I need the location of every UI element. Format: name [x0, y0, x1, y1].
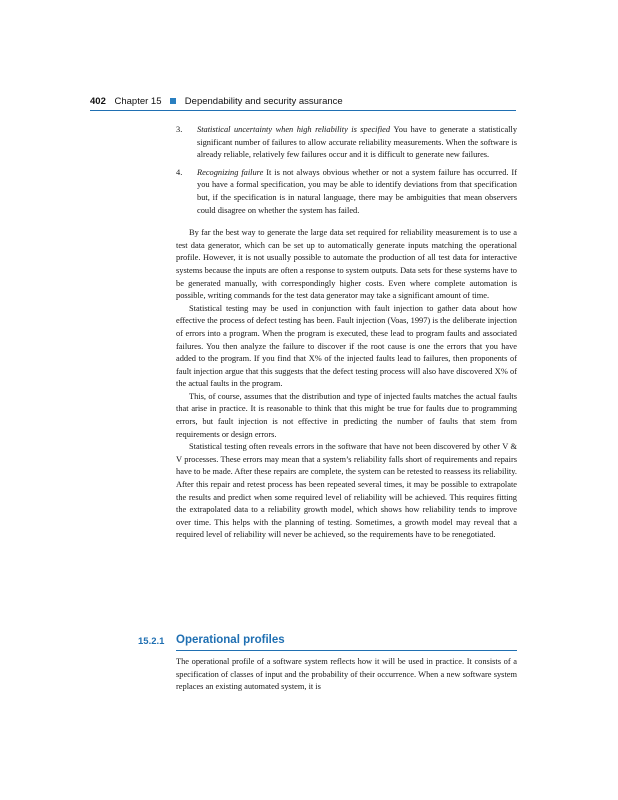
- header-rule: [90, 110, 516, 111]
- list-item-text: It is not always obvious whether or not a system failure has occurred. If you have a formal specification, you may be able to identify deviations from that specification but, if the specification is in natural language, there may be ambiguities that mean observers could disagree on whether the system has failed.: [197, 167, 517, 215]
- body-paragraph: Statistical testing often reveals errors in the software that have not been discovered by other V & V processes. These errors may mean that a system’s reliability falls short of requirements and repairs have to be made. After these repairs are complete, the system can be retested to reassess its reliability. After this repair and retest process has been repeated several times, it may be possible to extrapolate the results and predict when some required level of reliability will be achieved. This requires fitting the extrapolated data to a reliability growth model, which shows how reliability tends to improve over time. This helps with the planning of testing. Sometimes, a growth model may reveal that a required level of reliability will never be achieved, so the requirements have to be renegotiated.: [176, 442, 517, 540]
- list-item-term: Recognizing failure: [197, 167, 267, 177]
- body-paragraph: By far the best way to generate the large data set required for reliability measurement is to use a test data generator, which can be set up to automatically generate inputs matching the operational profile. However, it is not usually possible to automate the production of all test data for interactive systems because the inputs are often a response to system outputs. Data sets for these systems have to be generated manually, with correspondingly higher costs. Even where complete automation is possible, writing commands for the test data generator may take a significant amount of time.: [176, 228, 517, 301]
- chapter-title: Dependability and security assurance: [184, 96, 343, 107]
- list-item: [176, 167, 517, 217]
- list-item-text: You have to generate a statistically significant number of failures to allow accurate reliability measurements. When the software is already reliable, relatively few failures occur and it is difficult to generate new failures.: [197, 125, 518, 160]
- section-paragraph: The operational profile of a software system reflects how it will be used in practice. It consists of a specification of classes of input and the probability of their occurrence. When a new software system replaces an existing automated system, it is: [176, 657, 517, 692]
- header-square-icon: [170, 98, 176, 104]
- list-item: [176, 124, 517, 162]
- chapter-label: Chapter 15: [114, 96, 162, 107]
- list-item-number: 3.: [176, 125, 183, 134]
- running-header: [90, 96, 516, 110]
- list-item-term: Statistical uncertainty when high reliability is specified: [197, 125, 394, 134]
- page-content: [176, 124, 517, 542]
- section-rule: [176, 650, 517, 651]
- body-paragraph: This, of course, assumes that the distribution and type of injected faults matches the actual faults that arise in practice. It is reasonable to think that this might be true for faults due to programming errors, but fault injection is not effective in predicting the number of faults that stem from requirements or design errors.: [176, 391, 517, 439]
- section-title: Operational profiles: [176, 634, 285, 646]
- page-number: 402: [90, 96, 106, 107]
- body-paragraph: Statistical testing may be used in conjunction with fault injection to gather data about how effective the process of defect testing has been. Fault injection (Voas, 1997) is the deliberate injection of errors into a program. When the program is executed, these lead to program faults and associated failures. You then analyze the failure to discover if the root cause is one the errors that you have added to the program. If you find that X% of the injected faults lead to failures, then proponents of fault injection argue that this suggests that the defect testing process will also have discovered X% of the actual faults in the program.: [176, 303, 517, 389]
- section-number: 15.2.1: [138, 636, 165, 647]
- list-item-number: 4.: [176, 167, 183, 177]
